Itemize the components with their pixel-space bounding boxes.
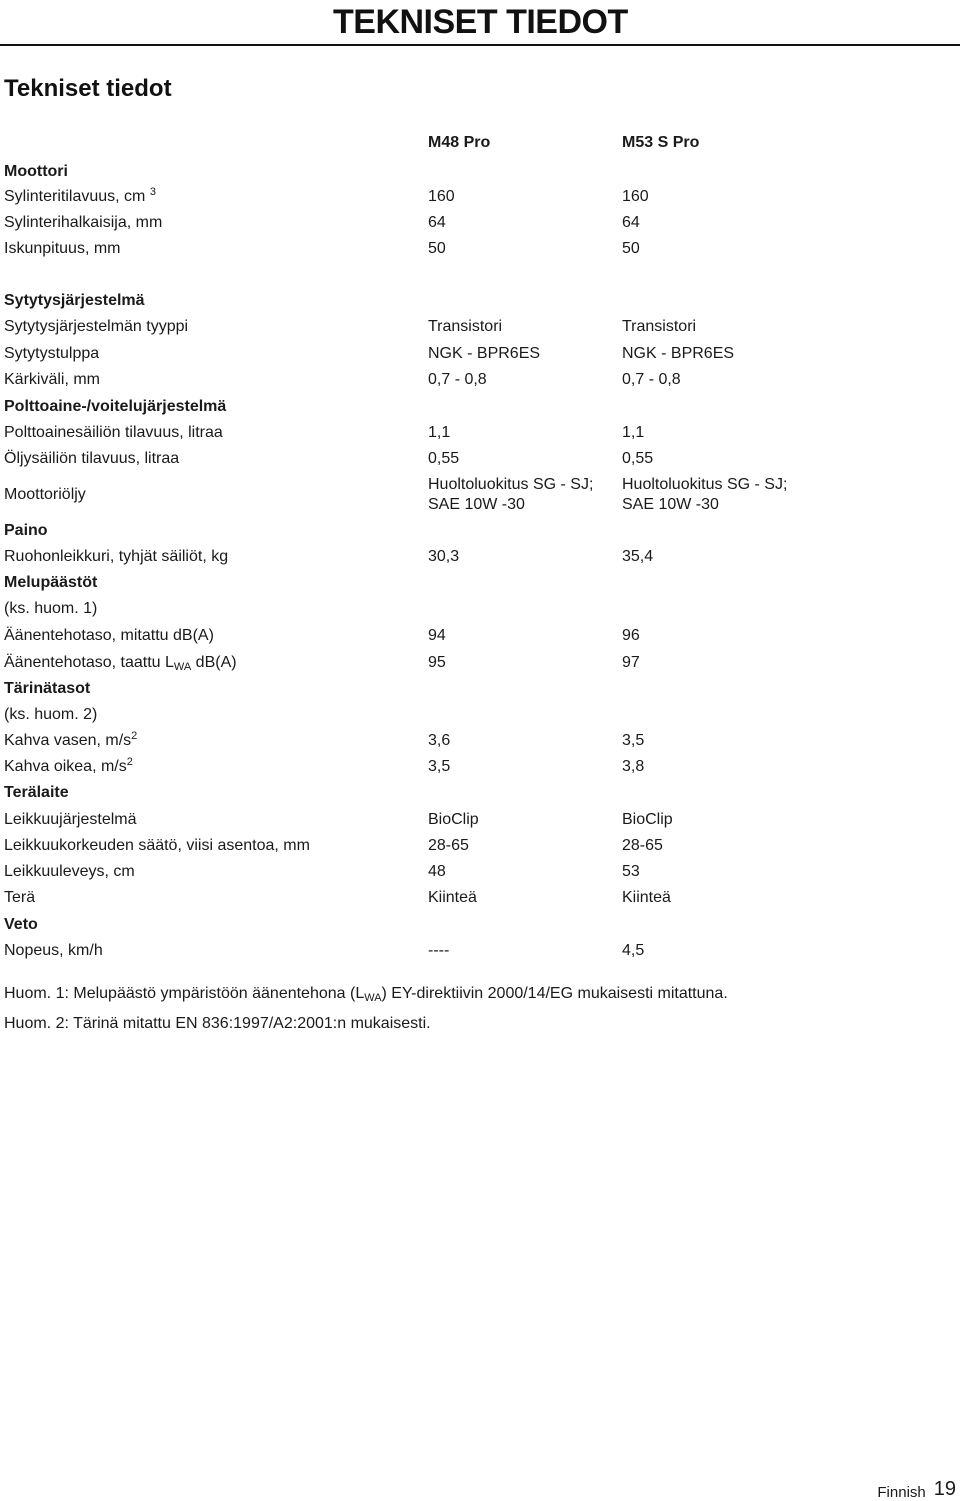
value-m53-line2: SAE 10W -30 bbox=[622, 496, 719, 513]
row-label: (ks. huom. 1) bbox=[4, 600, 98, 617]
group-label: Veto bbox=[4, 916, 38, 933]
group-label: Paino bbox=[4, 522, 48, 539]
row-label: (ks. huom. 2) bbox=[4, 706, 98, 723]
group-label: Moottori bbox=[4, 163, 68, 180]
value-m53: 96 bbox=[622, 627, 640, 644]
footnote-2: Huom. 2: Tärinä mitattu EN 836:1997/A2:2001:n mukaisesti. bbox=[4, 1015, 431, 1032]
value-m48: 0,7 - 0,8 bbox=[428, 371, 487, 388]
group-header-tarinatasot bbox=[0, 679, 960, 705]
value-m48: ---- bbox=[428, 942, 450, 959]
value-m48: 0,55 bbox=[428, 450, 460, 467]
table-row-leikkuuleveys bbox=[0, 862, 960, 888]
table-row-aanitehotaso-mitattu bbox=[0, 626, 960, 652]
value-m48-line1: Huoltoluokitus SG - SJ; bbox=[428, 476, 594, 493]
value-m48-line2: SAE 10W -30 bbox=[428, 496, 525, 513]
value-m48: 3,6 bbox=[428, 732, 451, 749]
group-label: Terälaite bbox=[4, 784, 69, 801]
row-label: Polttoainesäiliön tilavuus, litraa bbox=[4, 424, 223, 441]
row-label: Kahva vasen, $m/s^2$ bbox=[4, 730, 138, 749]
table-row-moottorioljy bbox=[0, 475, 960, 519]
value-m48: 64 bbox=[428, 214, 446, 231]
value-m48: Kiinteä bbox=[428, 889, 477, 906]
value-m53-line1: Huoltoluokitus SG - SJ; bbox=[622, 476, 788, 493]
group-label: Tärinätasot bbox=[4, 680, 91, 697]
value-m53: NGK - BPR6ES bbox=[622, 345, 735, 362]
value-m53: 64 bbox=[622, 214, 640, 231]
table-row-kahva-vasen bbox=[0, 731, 960, 757]
value-m48: NGK - BPR6ES bbox=[428, 345, 541, 362]
footer-language: Finnish bbox=[877, 1484, 926, 1501]
table-row-nopeus bbox=[0, 941, 960, 967]
row-label: Sytytystulppa bbox=[4, 345, 100, 362]
row-label: Leikkuukorkeuden säätö, viisi asentoa, mm bbox=[4, 837, 310, 854]
row-label: Leikkuujärjestelmä bbox=[4, 811, 137, 828]
value-m53: 4,5 bbox=[622, 942, 645, 959]
row-label: Iskunpituus, mm bbox=[4, 240, 121, 257]
table-row-polttoainesailio bbox=[0, 423, 960, 449]
row-label: Öljysäiliön tilavuus, litraa bbox=[4, 450, 180, 467]
row-label: Äänentehotaso, mitattu dB(A) bbox=[4, 627, 214, 644]
row-label: Sylinterihalkaisija, mm bbox=[4, 214, 163, 231]
value-m48: 3,5 bbox=[428, 758, 451, 775]
row-label: Kärkiväli, mm bbox=[4, 371, 101, 388]
value-m53: 160 bbox=[622, 188, 649, 205]
value-m48: BioClip bbox=[428, 811, 479, 828]
table-row-sylinteritilavuus bbox=[0, 187, 960, 213]
row-label: Sylinteritilavuus, cm $^3$ bbox=[4, 186, 156, 205]
group-header-melupaastot bbox=[0, 573, 960, 599]
table-row-tera bbox=[0, 888, 960, 914]
table-row-sytytys-tyyppi bbox=[0, 317, 960, 343]
table-row-iskunpituus bbox=[0, 239, 960, 265]
table-row-oljysailio bbox=[0, 449, 960, 475]
group-label: Polttoaine-/voitelujärjestelmä bbox=[4, 398, 227, 415]
page-footer bbox=[877, 1478, 956, 1501]
table-row-sylinterihalkaisija bbox=[0, 213, 960, 239]
table-row-leikkuujarjestelma bbox=[0, 810, 960, 836]
value-m53: 35,4 bbox=[622, 548, 654, 565]
group-label: Sytytysjärjestelmä bbox=[4, 292, 145, 309]
value-m53: 28-65 bbox=[622, 837, 663, 854]
table-row-aanitehotaso-taattu bbox=[0, 653, 960, 679]
group-header-polttoaine bbox=[0, 397, 960, 423]
column-header-m48-pro: M48 Pro bbox=[428, 134, 491, 151]
row-label: Sytytysjärjestelmän tyyppi bbox=[4, 318, 189, 335]
row-label: Ruohonleikkuri, tyhjät säiliöt, kg bbox=[4, 548, 229, 565]
value-m48: 95 bbox=[428, 654, 446, 671]
row-label: Terä bbox=[4, 889, 36, 906]
group-header-teralaite bbox=[0, 783, 960, 809]
table-row-sytytystulppa bbox=[0, 344, 960, 370]
group-label: Melupäästöt bbox=[4, 574, 98, 591]
value-m53: 0,55 bbox=[622, 450, 654, 467]
row-label: Äänentehotaso, taattu $L_{WA}$ dB(A) bbox=[4, 654, 237, 673]
table-row-kahva-oikea bbox=[0, 757, 960, 783]
value-m53: 3,5 bbox=[622, 732, 645, 749]
group-header-paino bbox=[0, 521, 960, 547]
value-m48: 160 bbox=[428, 188, 455, 205]
value-m48: 1,1 bbox=[428, 424, 451, 441]
value-m48: 48 bbox=[428, 863, 446, 880]
table-row-ruohonleikkuri bbox=[0, 547, 960, 573]
value-m53: 3,8 bbox=[622, 758, 645, 775]
value-m53: 1,1 bbox=[622, 424, 645, 441]
row-label: Leikkuuleveys, cm bbox=[4, 863, 135, 880]
value-m53: BioClip bbox=[622, 811, 673, 828]
value-m48: 94 bbox=[428, 627, 446, 644]
value-m53: Kiinteä bbox=[622, 889, 671, 906]
value-m53: 0,7 - 0,8 bbox=[622, 371, 681, 388]
table-row-karkivali bbox=[0, 370, 960, 396]
value-m48: 30,3 bbox=[428, 548, 460, 565]
group-header-sytytysjarjestelma bbox=[0, 291, 960, 317]
value-m53: 53 bbox=[622, 863, 640, 880]
page-number: 19 bbox=[933, 1478, 956, 1500]
header-title: TEKNISET TIEDOT bbox=[333, 3, 628, 41]
note-reference-1 bbox=[0, 599, 960, 625]
value-m48: 28-65 bbox=[428, 837, 469, 854]
note-reference-2 bbox=[0, 705, 960, 731]
header-rule bbox=[0, 44, 960, 46]
row-label: Moottoriöljy bbox=[4, 486, 86, 503]
value-m53: Transistori bbox=[622, 318, 697, 335]
value-m53: 50 bbox=[622, 240, 640, 257]
row-label: Nopeus, km/h bbox=[4, 942, 103, 959]
value-m53: 97 bbox=[622, 654, 640, 671]
group-header-veto bbox=[0, 915, 960, 941]
value-m48: 50 bbox=[428, 240, 446, 257]
footnote-1: Huom. 1: Melupäästö ympäristöön äänentehona $(L_{WA})$ EY-direktiivin 2000/14/EG mukaisesti mitattuna. bbox=[4, 985, 728, 1004]
group-header-moottori bbox=[0, 162, 960, 188]
column-header-m53-s-pro: M53 S Pro bbox=[622, 134, 700, 151]
section-title: Tekniset tiedot bbox=[4, 75, 172, 102]
table-row-leikkuukorkeus bbox=[0, 836, 960, 862]
row-label: Kahva oikea, $m/s^2$ bbox=[4, 756, 133, 775]
value-m48: Transistori bbox=[428, 318, 503, 335]
